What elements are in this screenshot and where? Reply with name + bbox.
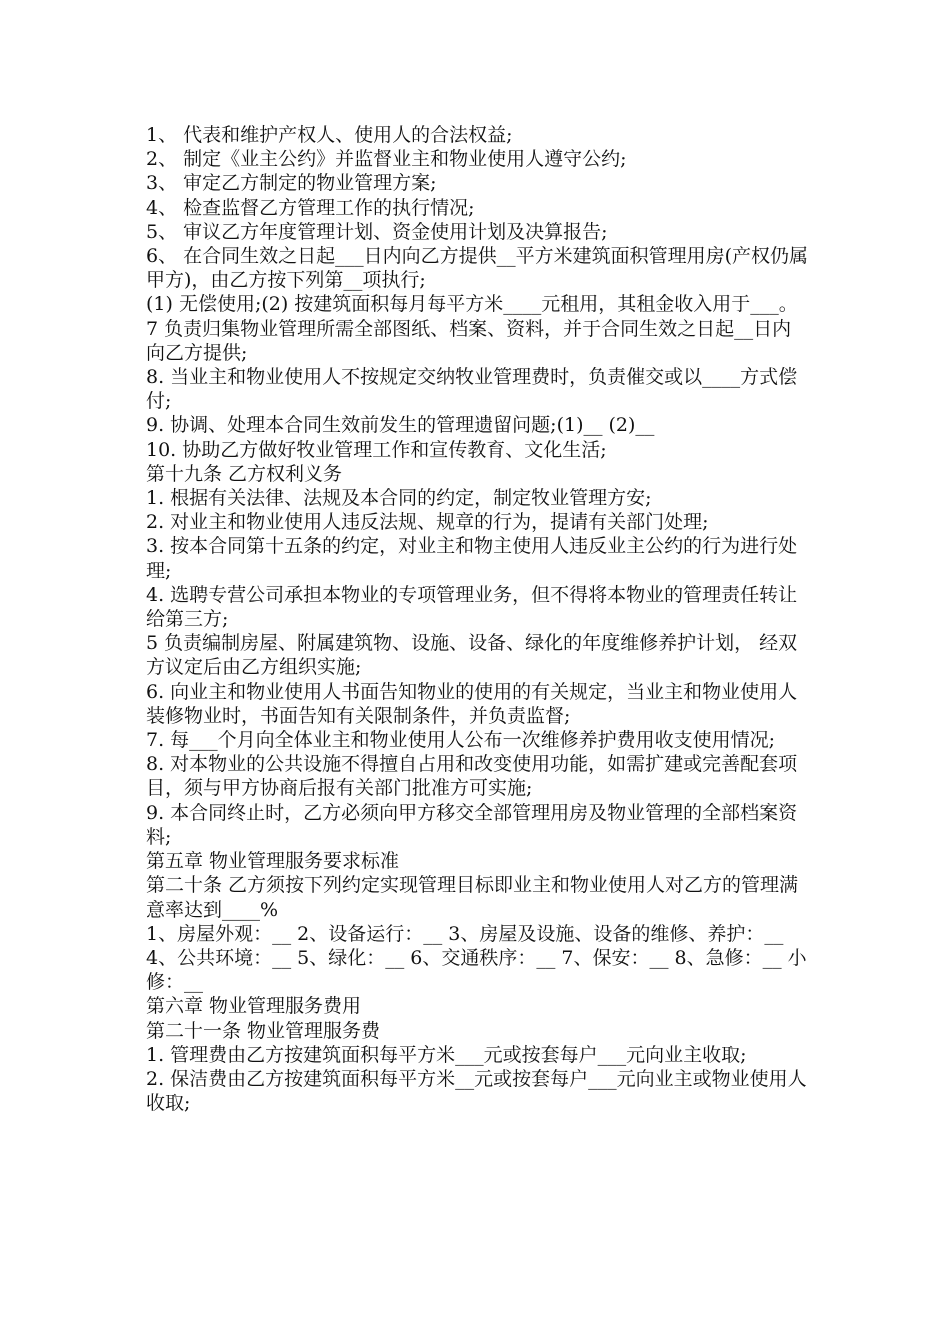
clause-line: 1、房屋外观：__ 2、设备运行：__ 3、房屋及设施、设备的维修、养护：__ 4、公共环境：__ 5、绿化：__ 6、交通秩序：__ 7、保安：__ 8、急修：__ 小修：__ <box>146 922 807 994</box>
clause-line: 1、 代表和维护产权人、使用人的合法权益; <box>146 124 513 146</box>
clause-line: 8. 对本物业的公共设施不得擅自占用和改变使用功能，如需扩建或完善配套项目，须与甲方协商后报有关部门批准方可实施; <box>146 753 798 800</box>
clause-line: 3、 审定乙方制定的物业管理方案; <box>146 172 437 195</box>
clause-line: 6. 向业主和物业使用人书面告知物业的使用的有关规定，当业主和物业使用人装修物业时，书面告知有关限制条件，并负责监督; <box>146 680 798 727</box>
clause-line: 8. 当业主和物业使用人不按规定交纳牧业管理费时，负责催交或以____方式偿付; <box>146 366 798 413</box>
clause-line: 1. 管理费由乙方按建筑面积每平方米___元或按套每户___元向业主收取; <box>146 1043 747 1066</box>
chapter-heading: 第六章 物业管理服务费用 <box>146 995 362 1018</box>
document-body <box>146 123 810 1115</box>
clause-line: 9. 协调、处理本合同生效前发生的管理遗留问题;(1)__ (2)__ <box>146 414 655 437</box>
chapter-heading: 第五章 物业管理服务要求标准 <box>146 850 400 873</box>
clause-line: 3. 按本合同第十五条的约定，对业主和物主使用人违反业主公约的行为进行处理; <box>146 535 798 582</box>
clause-line: 10. 协助乙方做好牧业管理工作和宣传教育、文化生活; <box>146 438 607 461</box>
clause-line: 7 负责归集物业管理所需全部图纸、档案、资料，并于合同生效之日起__日内向乙方提供; <box>146 317 792 364</box>
section-heading: 第二十一条 物业管理服务费 <box>146 1019 381 1042</box>
clause-line: 1. 根据有关法律、法规及本合同的约定，制定牧业管理方安; <box>146 487 652 510</box>
section-heading: 第二十条 乙方须按下列约定实现管理目标即业主和物业使用人对乙方的管理满意率达到____% <box>146 874 799 921</box>
clause-line: 5 负责编制房屋、附属建筑物、设施、设备、绿化的年度维修养护计划， 经双方议定后由乙方组织实施; <box>146 632 798 679</box>
section-heading: 第十九条 乙方权利义务 <box>146 462 343 485</box>
clause-line: 2、 制定《业主公约》并监督业主和物业使用人遵守公约; <box>146 148 627 171</box>
clause-line: 9. 本合同终止时，乙方必须向甲方移交全部管理用房及物业管理的全部档案资料; <box>146 801 798 848</box>
clause-line: 7. 每___个月向全体业主和物业使用人公布一次维修养护费用收支使用情况; <box>146 729 776 752</box>
clause-line: 2. 对业主和物业使用人违反法规、规章的行为，提请有关部门处理; <box>146 511 709 534</box>
clause-line: 4. 选聘专营公司承担本物业的专项管理业务，但不得将本物业的管理责任转让给第三方; <box>146 583 798 631</box>
clause-line: 5、 审议乙方年度管理计划、资金使用计划及决算报告; <box>146 220 608 243</box>
clause-line: 4、 检查监督乙方管理工作的执行情况; <box>146 196 475 219</box>
clause-line: (1) 无偿使用;(2) 按建筑面积每月每平方米____元租用，其租金收入用于___。 <box>146 293 798 316</box>
clause-line: 6、 在合同生效之日起___日内向乙方提供__平方米建筑面积管理用房(产权仍属甲方)，由乙方按下列第__项执行; <box>146 245 809 292</box>
clause-line: 2. 保洁费由乙方按建筑面积每平方米__元或按套每户___元向业主或物业使用人收取; <box>146 1067 807 1115</box>
